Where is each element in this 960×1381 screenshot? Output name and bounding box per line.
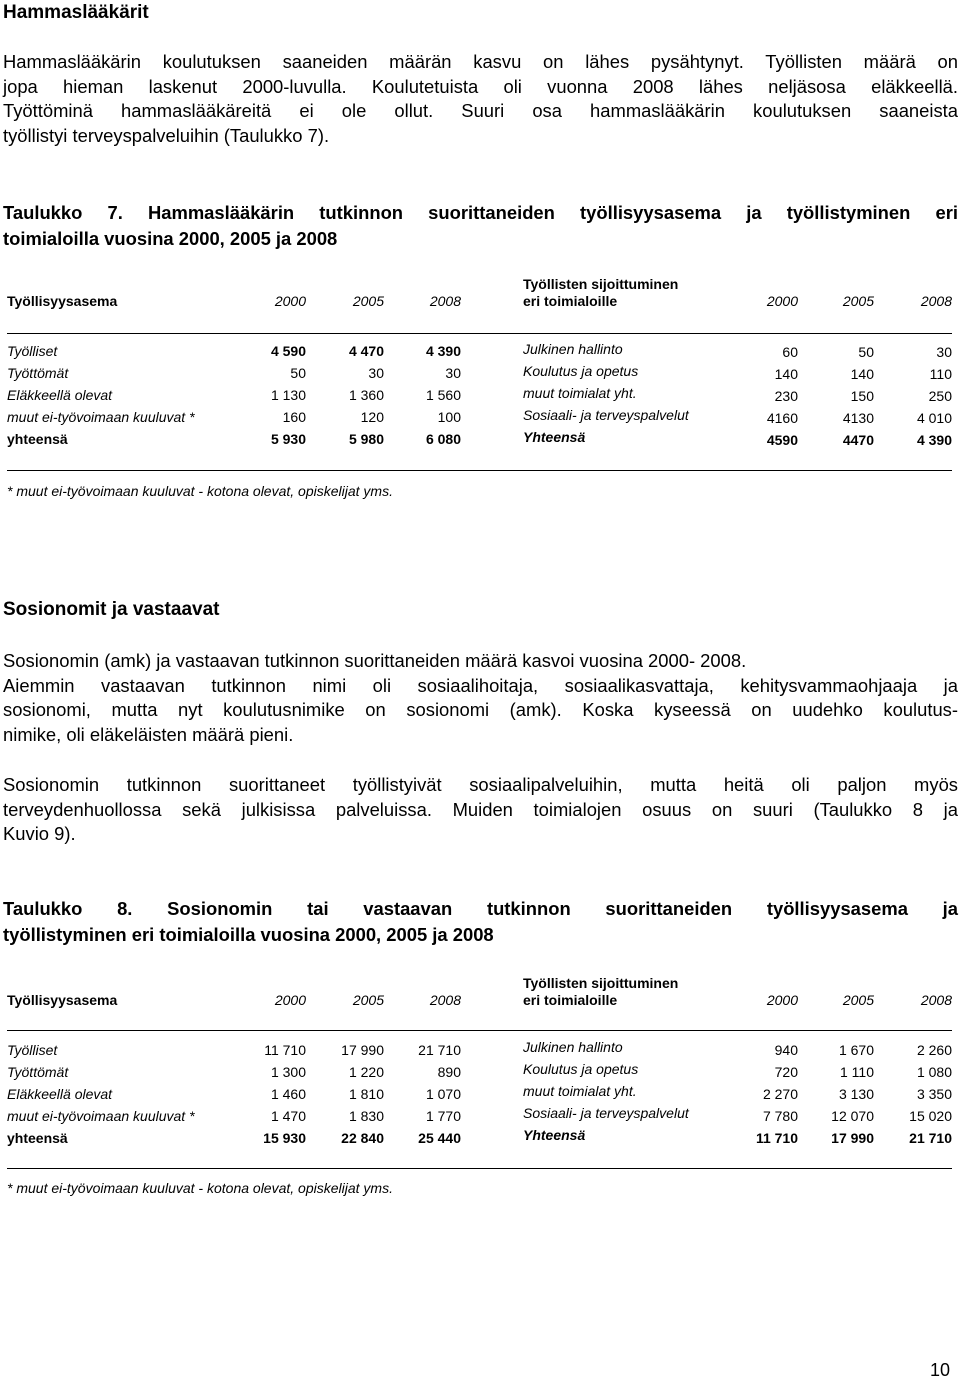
cell-2005: 3 130	[838, 1086, 874, 1102]
cell-2000: 15 930	[263, 1130, 306, 1146]
column-header-2008: 2008	[429, 992, 461, 1008]
cell-2000: 230	[774, 388, 798, 404]
row-label: muut toimialat yht.	[523, 1083, 637, 1099]
row-label: yhteensä	[7, 431, 68, 447]
paragraph-line: jopa hieman laskenut 2000-luvulla. Koulutetuista oli vuonna 2008 lähes neljäsosa eläkkeellä.	[3, 75, 958, 97]
cell-2008: 890	[437, 1064, 461, 1080]
cell-2008: 1 560	[425, 387, 461, 403]
table8-footnote: * muut ei-työvoimaan kuuluvat - kotona olevat, opiskelijat yms.	[7, 1180, 393, 1196]
cell-2008: 250	[928, 388, 952, 404]
cell-2005: 50	[858, 344, 874, 360]
cell-2005: 4 470	[348, 343, 384, 359]
table-row-total	[0, 1127, 960, 1149]
row-label: muut ei-työvoimaan kuuluvat *	[7, 1108, 195, 1124]
table-row	[0, 1105, 960, 1127]
column-header-2000: 2000	[274, 992, 306, 1008]
row-label: muut ei-työvoimaan kuuluvat *	[7, 409, 195, 425]
paragraph-line: nimike, oli eläkeläisten määrä pieni.	[3, 723, 294, 745]
cell-2008: 1 080	[916, 1064, 952, 1080]
paragraph-line: Kuvio 9).	[3, 823, 76, 844]
column-header-line1: Työllisten sijoittuminen	[523, 975, 679, 991]
cell-2008: 25 440	[418, 1130, 461, 1146]
cell-2005: 17 990	[341, 1042, 384, 1058]
cell-2000: 1 300	[270, 1064, 306, 1080]
row-label: Sosiaali- ja terveyspalvelut	[523, 1105, 689, 1121]
cell-2008: 21 710	[909, 1130, 952, 1146]
column-header-2000: 2000	[766, 992, 798, 1008]
cell-2005: 5 980	[348, 431, 384, 447]
column-header-line2: eri toimialoille	[523, 293, 618, 309]
caption-line: Taulukko 8. Sosionomin tai vastaavan tutkinnon suorittaneiden työllisyysasema ja	[3, 898, 958, 919]
cell-2000: 940	[774, 1042, 798, 1058]
cell-2008: 1 070	[425, 1086, 461, 1102]
cell-2005: 1 810	[348, 1086, 384, 1102]
column-header-2008: 2008	[429, 293, 461, 309]
cell-2000: 4590	[766, 432, 798, 448]
paragraph-line: Aiemmin vastaavan tutkinnon nimi oli sosiaalihoitaja, sosiaalikasvattaja, kehitysvammaohjaaja ja	[3, 674, 958, 696]
row-label: Yhteensä	[523, 429, 586, 445]
row-label: Yhteensä	[523, 1127, 586, 1143]
cell-2008: 30	[445, 365, 461, 381]
cell-2000: 11 710	[755, 1130, 798, 1146]
cell-2000: 140	[774, 366, 798, 382]
cell-2008: 30	[936, 344, 952, 360]
cell-2005: 1 670	[838, 1042, 874, 1058]
column-header-2000: 2000	[274, 293, 306, 309]
row-label: Sosiaali- ja terveyspalvelut	[523, 407, 689, 423]
column-header-2008: 2008	[920, 992, 952, 1008]
cell-2008: 100	[437, 409, 461, 425]
cell-2005: 120	[360, 409, 384, 425]
cell-2005: 150	[850, 388, 874, 404]
paragraph-line: Hammaslääkärin koulutuksen saaneiden määrän kasvu on lähes pysähtynyt. Työllisten määrä on	[3, 51, 958, 72]
cell-2005: 1 110	[840, 1064, 874, 1080]
table-row	[0, 1083, 960, 1105]
row-label: Koulutus ja opetus	[523, 363, 639, 379]
cell-2000: 160	[282, 409, 306, 425]
caption-line: toimialoilla vuosina 2000, 2005 ja 2008	[3, 228, 338, 249]
paragraph-line: terveydenhuollossa sekä julkisissa palveluissa. Muiden toimialojen osuus on suuri (Taulukko 8 ja	[3, 798, 958, 820]
cell-2008: 1 770	[425, 1108, 461, 1124]
column-header-2000: 2000	[766, 293, 798, 309]
row-label: muut toimialat yht.	[523, 385, 637, 401]
table-row	[0, 1039, 960, 1061]
cell-2005: 12 070	[831, 1108, 874, 1124]
cell-2000: 2 270	[762, 1086, 798, 1102]
table-rule	[7, 1168, 952, 1169]
column-header-line2: eri toimialoille	[523, 992, 618, 1008]
row-label: Työttömät	[7, 1064, 69, 1080]
cell-2005: 30	[368, 365, 384, 381]
cell-2005: 1 360	[348, 387, 384, 403]
column-header-2005: 2005	[352, 992, 384, 1008]
table-rule	[7, 1030, 952, 1031]
cell-2005: 140	[850, 366, 874, 382]
column-header: Työllisyysasema	[7, 992, 118, 1008]
cell-2000: 1 130	[270, 387, 306, 403]
cell-2008: 2 260	[916, 1042, 952, 1058]
cell-2008: 3 350	[916, 1086, 952, 1102]
column-header: Työllisyysasema	[7, 293, 118, 309]
cell-2000: 4160	[766, 410, 798, 426]
cell-2008: 6 080	[425, 431, 461, 447]
cell-2008: 110	[929, 366, 952, 382]
row-label: Työlliset	[7, 343, 58, 359]
row-label: Eläkkeellä olevat	[7, 1086, 113, 1102]
paragraph-line: Sosionomin (amk) ja vastaavan tutkinnon suorittaneiden määrä kasvoi vuosina 2000- 2008.	[3, 650, 747, 671]
cell-2000: 60	[782, 344, 798, 360]
column-header-2005: 2005	[842, 293, 874, 309]
cell-2008: 4 010	[916, 410, 952, 426]
section-heading-sosionomit: Sosionomit ja vastaavat	[3, 599, 220, 620]
cell-2000: 720	[774, 1064, 798, 1080]
row-label: Julkinen hallinto	[523, 1039, 623, 1055]
table7-footnote: * muut ei-työvoimaan kuuluvat - kotona olevat, opiskelijat yms.	[7, 483, 393, 499]
cell-2000: 7 780	[762, 1108, 798, 1124]
cell-2000: 50	[290, 365, 306, 381]
cell-2000: 1 460	[270, 1086, 306, 1102]
cell-2008: 15 020	[909, 1108, 952, 1124]
row-label: Koulutus ja opetus	[523, 1061, 639, 1077]
cell-2005: 4130	[842, 410, 874, 426]
paragraph-line: Työttöminä hammaslääkäreitä ei ole ollut. Suuri osa hammaslääkärin koulutuksen saaneista	[3, 100, 958, 121]
row-label: yhteensä	[7, 1130, 68, 1146]
column-header-2005: 2005	[842, 992, 874, 1008]
column-header-2005: 2005	[352, 293, 384, 309]
paragraph-line: sosionomi, mutta nyt koulutusnimike on sosionomi (amk). Koska kyseessä on uudehko koulutus-	[3, 699, 958, 720]
cell-2005: 1 220	[348, 1064, 384, 1080]
cell-2008: 4 390	[425, 343, 461, 359]
cell-2000: 1 470	[270, 1108, 306, 1124]
cell-2000: 11 710	[264, 1042, 306, 1058]
table-row	[0, 1061, 960, 1083]
caption-line: työllistyminen eri toimialoilla vuosina 2000, 2005 ja 2008	[3, 924, 494, 945]
column-header-2008: 2008	[920, 293, 952, 309]
column-header-line1: Työllisten sijoittuminen	[523, 276, 679, 292]
paragraph-line: työllistyi terveyspalveluihin (Taulukko 7).	[3, 124, 330, 146]
section-heading-hammaslaakarit: Hammaslääkärit	[3, 2, 149, 23]
row-label: Työttömät	[7, 365, 69, 381]
row-label: Työlliset	[7, 1042, 58, 1058]
cell-2008: 21 710	[418, 1042, 461, 1058]
cell-2000: 5 930	[270, 431, 306, 447]
cell-2005: 1 830	[348, 1108, 384, 1124]
row-label: Eläkkeellä olevat	[7, 387, 113, 403]
paragraph-line: Sosionomin tutkinnon suorittaneet työllistyivät sosiaalipalveluihin, mutta heitä oli paljon myös	[3, 774, 958, 795]
cell-2005: 4470	[842, 432, 874, 448]
page-number: 10	[930, 1360, 951, 1380]
caption-line: Taulukko 7. Hammaslääkärin tutkinnon suorittaneiden työllisyysasema ja työllistyminen eri	[3, 202, 958, 223]
cell-2008: 4 390	[916, 432, 952, 448]
row-label: Julkinen hallinto	[523, 341, 623, 357]
cell-2005: 17 990	[831, 1130, 874, 1146]
cell-2000: 4 590	[270, 343, 306, 359]
cell-2005: 22 840	[341, 1130, 384, 1146]
